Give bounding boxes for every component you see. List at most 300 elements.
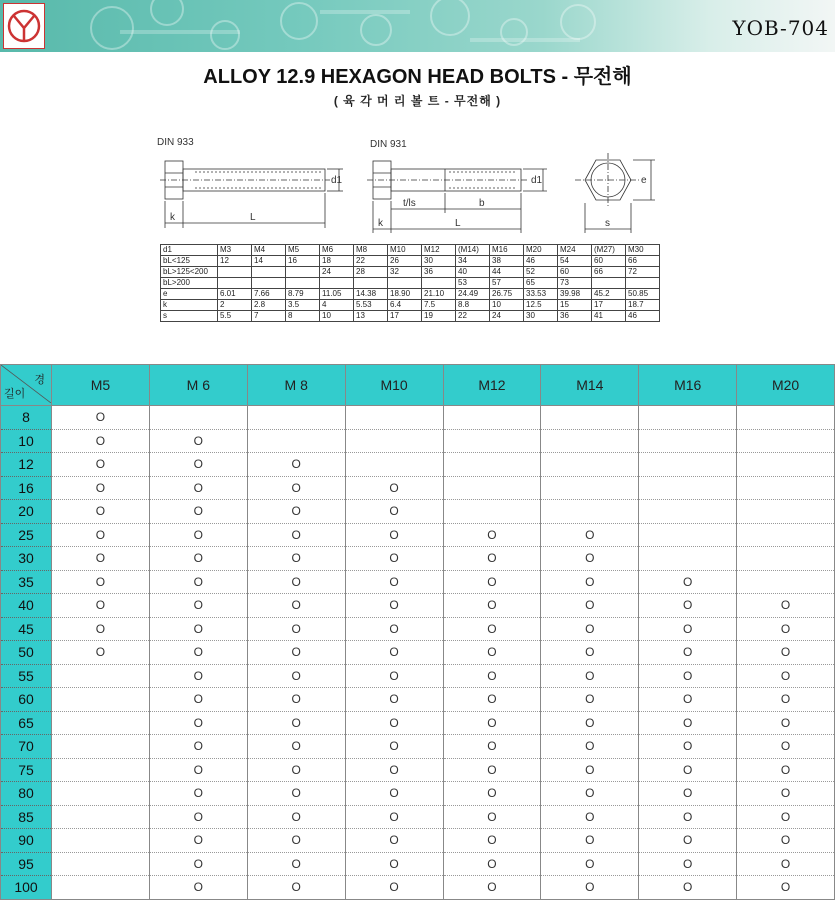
spec-row-label: bL>125<200 <box>161 267 218 278</box>
availability-cell <box>52 735 150 759</box>
availability-cell: O <box>149 758 247 782</box>
bolt-drawing <box>155 133 700 241</box>
availability-cell: O <box>443 852 541 876</box>
availability-cell: O <box>443 570 541 594</box>
spec-row <box>161 300 660 311</box>
availability-cell: O <box>247 688 345 712</box>
availability-cell: O <box>247 711 345 735</box>
table-row <box>1 476 835 500</box>
spec-cell <box>320 278 354 289</box>
spec-cell: 33.53 <box>524 289 558 300</box>
length-cell: 45 <box>1 617 52 641</box>
availability-cell: O <box>345 711 443 735</box>
availability-cell <box>149 406 247 430</box>
dim-b-931: b <box>479 198 485 209</box>
availability-cell: O <box>443 617 541 641</box>
availability-cell: O <box>443 876 541 900</box>
spec-cell: 73 <box>558 278 592 289</box>
document-code: YOB-704 <box>732 16 829 40</box>
spec-cell: 14 <box>252 256 286 267</box>
spec-cell: 16 <box>286 256 320 267</box>
spec-size-header: M4 <box>252 245 286 256</box>
availability-cell: O <box>443 829 541 853</box>
availability-cell: O <box>443 711 541 735</box>
size-header: M10 <box>345 365 443 406</box>
spec-cell: 39.98 <box>558 289 592 300</box>
table-row <box>1 876 835 900</box>
spec-cell: 66 <box>592 267 626 278</box>
availability-cell <box>52 829 150 853</box>
availability-cell: O <box>541 782 639 806</box>
spec-header-row <box>161 245 660 256</box>
availability-cell: O <box>639 617 737 641</box>
availability-cell: O <box>247 829 345 853</box>
availability-cell <box>52 688 150 712</box>
spec-cell: 6.01 <box>218 289 252 300</box>
spec-cell: 72 <box>626 267 660 278</box>
spec-cell: 8 <box>286 311 320 322</box>
availability-cell <box>345 429 443 453</box>
table-row <box>1 641 835 665</box>
availability-cell: O <box>443 735 541 759</box>
availability-cell: O <box>247 594 345 618</box>
availability-cell: O <box>247 735 345 759</box>
availability-cell: O <box>149 829 247 853</box>
length-cell: 80 <box>1 782 52 806</box>
dim-e: e <box>641 175 647 186</box>
availability-cell: O <box>639 852 737 876</box>
spec-size-header: (M14) <box>456 245 490 256</box>
spec-cell <box>252 278 286 289</box>
length-cell: 90 <box>1 829 52 853</box>
availability-cell: O <box>247 852 345 876</box>
size-header: M20 <box>737 365 835 406</box>
spec-cell: 2 <box>218 300 252 311</box>
availability-cell: O <box>541 523 639 547</box>
availability-cell: O <box>737 876 835 900</box>
availability-cell: O <box>443 641 541 665</box>
spec-cell: 36 <box>558 311 592 322</box>
table-row <box>1 523 835 547</box>
availability-cell: O <box>639 570 737 594</box>
availability-cell <box>639 453 737 477</box>
table-row <box>1 711 835 735</box>
spec-cell: 14.38 <box>354 289 388 300</box>
spec-row-label: s <box>161 311 218 322</box>
availability-cell: O <box>247 570 345 594</box>
availability-cell <box>541 429 639 453</box>
availability-cell <box>443 429 541 453</box>
availability-cell: O <box>345 852 443 876</box>
spec-cell: 7.5 <box>422 300 456 311</box>
dim-d1-933: d1 <box>331 175 343 186</box>
spec-cell: 53 <box>456 278 490 289</box>
length-cell: 85 <box>1 805 52 829</box>
spec-cell: 26 <box>388 256 422 267</box>
availability-cell: O <box>52 476 150 500</box>
spec-cell: 50.85 <box>626 289 660 300</box>
availability-cell: O <box>345 617 443 641</box>
availability-cell: O <box>541 641 639 665</box>
availability-cell <box>639 406 737 430</box>
availability-cell: O <box>149 805 247 829</box>
availability-cell: O <box>737 641 835 665</box>
availability-cell: O <box>541 829 639 853</box>
dim-tl-931: t/ls <box>403 198 416 209</box>
availability-cell: O <box>443 782 541 806</box>
spec-cell <box>388 278 422 289</box>
spec-cell: 13 <box>354 311 388 322</box>
availability-cell: O <box>149 664 247 688</box>
availability-cell: O <box>247 664 345 688</box>
availability-cell: O <box>247 782 345 806</box>
availability-cell <box>52 782 150 806</box>
spec-cell: 5.53 <box>354 300 388 311</box>
spec-row <box>161 278 660 289</box>
availability-cell <box>639 500 737 524</box>
spec-cell: 30 <box>524 311 558 322</box>
availability-cell: O <box>247 523 345 547</box>
spec-cell <box>354 278 388 289</box>
spec-size-header: M20 <box>524 245 558 256</box>
spec-cell: 54 <box>558 256 592 267</box>
spec-cell: 19 <box>422 311 456 322</box>
availability-cell: O <box>149 500 247 524</box>
spec-cell: 34 <box>456 256 490 267</box>
availability-cell: O <box>443 664 541 688</box>
availability-cell: O <box>52 429 150 453</box>
spec-cell <box>218 267 252 278</box>
availability-cell: O <box>149 735 247 759</box>
length-cell: 95 <box>1 852 52 876</box>
spec-cell: 6.4 <box>388 300 422 311</box>
availability-cell: O <box>639 805 737 829</box>
length-cell: 8 <box>1 406 52 430</box>
table-row <box>1 570 835 594</box>
availability-cell: O <box>52 500 150 524</box>
availability-cell: O <box>149 852 247 876</box>
table-row <box>1 547 835 571</box>
spec-cell: 26.75 <box>490 289 524 300</box>
availability-cell: O <box>52 523 150 547</box>
availability-cell: O <box>443 758 541 782</box>
availability-cell: O <box>149 688 247 712</box>
table-row <box>1 406 835 430</box>
availability-cell: O <box>345 594 443 618</box>
spec-cell: 22 <box>354 256 388 267</box>
table-row <box>1 805 835 829</box>
length-cell: 40 <box>1 594 52 618</box>
size-header: M12 <box>443 365 541 406</box>
availability-cell: O <box>149 570 247 594</box>
availability-cell: O <box>443 523 541 547</box>
availability-cell: O <box>52 617 150 641</box>
availability-cell: O <box>737 782 835 806</box>
availability-cell: O <box>737 852 835 876</box>
availability-cell <box>737 453 835 477</box>
availability-cell <box>345 406 443 430</box>
length-cell: 60 <box>1 688 52 712</box>
availability-cell: O <box>737 829 835 853</box>
availability-cell: O <box>345 664 443 688</box>
length-cell: 65 <box>1 711 52 735</box>
availability-cell: O <box>541 547 639 571</box>
spec-cell <box>592 278 626 289</box>
table-row <box>1 453 835 477</box>
length-cell: 75 <box>1 758 52 782</box>
availability-cell <box>737 406 835 430</box>
availability-cell <box>443 406 541 430</box>
length-cell: 30 <box>1 547 52 571</box>
availability-cell: O <box>639 664 737 688</box>
page-title: ALLOY 12.9 HEXAGON HEAD BOLTS - 무전해 <box>203 66 632 88</box>
availability-cell: O <box>639 782 737 806</box>
size-header: M5 <box>52 365 150 406</box>
availability-cell: O <box>247 453 345 477</box>
availability-cell <box>52 664 150 688</box>
availability-cell: O <box>737 688 835 712</box>
spec-size-header: M8 <box>354 245 388 256</box>
spec-cell: 10 <box>320 311 354 322</box>
spec-cell <box>252 267 286 278</box>
spec-cell: 36 <box>422 267 456 278</box>
table-corner-header <box>1 365 52 406</box>
spec-cell: 40 <box>456 267 490 278</box>
availability-cell: O <box>541 711 639 735</box>
availability-cell <box>247 429 345 453</box>
spec-cell: 60 <box>592 256 626 267</box>
availability-cell: O <box>541 664 639 688</box>
availability-cell <box>639 476 737 500</box>
availability-cell: O <box>541 852 639 876</box>
spec-cell: 22 <box>456 311 490 322</box>
availability-cell: O <box>639 735 737 759</box>
company-logo <box>3 3 45 49</box>
dim-l-933: L <box>250 212 256 223</box>
availability-cell: O <box>541 876 639 900</box>
size-header: M 8 <box>247 365 345 406</box>
length-cell: 25 <box>1 523 52 547</box>
table-row <box>1 500 835 524</box>
spec-cell: 46 <box>524 256 558 267</box>
spec-cell <box>218 278 252 289</box>
spec-cell: 17 <box>388 311 422 322</box>
spec-cell: 12 <box>218 256 252 267</box>
spec-cell: 17 <box>592 300 626 311</box>
spec-cell: 3.5 <box>286 300 320 311</box>
table-row <box>1 429 835 453</box>
availability-cell: O <box>737 735 835 759</box>
table-row <box>1 617 835 641</box>
availability-cell: O <box>149 476 247 500</box>
size-header: M16 <box>639 365 737 406</box>
availability-cell: O <box>639 641 737 665</box>
availability-cell <box>737 429 835 453</box>
spec-cell: 30 <box>422 256 456 267</box>
availability-cell: O <box>149 594 247 618</box>
spec-cell: 15 <box>558 300 592 311</box>
availability-cell: O <box>345 641 443 665</box>
availability-cell: O <box>737 594 835 618</box>
spec-cell: 52 <box>524 267 558 278</box>
spec-row-label: k <box>161 300 218 311</box>
spec-cell: 12.5 <box>524 300 558 311</box>
availability-cell: O <box>541 805 639 829</box>
spec-row <box>161 256 660 267</box>
availability-cell <box>52 711 150 735</box>
availability-cell: O <box>737 617 835 641</box>
spec-row-label: bL<125 <box>161 256 218 267</box>
spec-size-header: M10 <box>388 245 422 256</box>
availability-cell: O <box>345 547 443 571</box>
availability-cell: O <box>52 570 150 594</box>
availability-cell: O <box>149 547 247 571</box>
length-cell: 16 <box>1 476 52 500</box>
spec-cell: 44 <box>490 267 524 278</box>
availability-cell: O <box>149 782 247 806</box>
spec-cell: 46 <box>626 311 660 322</box>
availability-cell: O <box>52 641 150 665</box>
availability-cell <box>541 476 639 500</box>
availability-cell <box>52 852 150 876</box>
corner-diameter-label: 경 <box>34 374 45 386</box>
spec-size-header: M30 <box>626 245 660 256</box>
table-row <box>1 829 835 853</box>
availability-cell <box>541 406 639 430</box>
availability-cell <box>737 476 835 500</box>
availability-cell <box>443 453 541 477</box>
availability-cell: O <box>247 500 345 524</box>
spec-header-label: d1 <box>161 245 218 256</box>
availability-cell: O <box>345 805 443 829</box>
dim-s: s <box>605 218 610 229</box>
length-cell: 35 <box>1 570 52 594</box>
size-header: M 6 <box>149 365 247 406</box>
spec-cell: 18.90 <box>388 289 422 300</box>
availability-cell: O <box>639 829 737 853</box>
length-cell: 100 <box>1 876 52 900</box>
availability-cell: O <box>149 711 247 735</box>
din933-label: DIN 933 <box>157 137 194 148</box>
availability-cell: O <box>541 570 639 594</box>
availability-cell: O <box>247 547 345 571</box>
spec-cell: 60 <box>558 267 592 278</box>
length-cell: 55 <box>1 664 52 688</box>
availability-cell: O <box>541 758 639 782</box>
length-cell: 20 <box>1 500 52 524</box>
availability-cell: O <box>345 758 443 782</box>
length-cell: 12 <box>1 453 52 477</box>
corner-length-label: 길이 <box>4 388 26 400</box>
availability-cell <box>541 453 639 477</box>
page-subtitle: ( 육 각 머 리 볼 트 - 무전해 ) <box>333 94 502 108</box>
availability-cell: O <box>639 876 737 900</box>
availability-cell: O <box>541 617 639 641</box>
availability-cell: O <box>443 594 541 618</box>
availability-cell: O <box>345 782 443 806</box>
spec-cell: 18 <box>320 256 354 267</box>
availability-cell: O <box>737 758 835 782</box>
availability-cell: O <box>639 711 737 735</box>
length-cell: 10 <box>1 429 52 453</box>
availability-cell: O <box>247 758 345 782</box>
spec-cell: 4 <box>320 300 354 311</box>
spec-size-header: (M27) <box>592 245 626 256</box>
spec-cell: 24.49 <box>456 289 490 300</box>
spec-cell: 7.66 <box>252 289 286 300</box>
spec-size-header: M6 <box>320 245 354 256</box>
din931-label: DIN 931 <box>370 139 407 150</box>
availability-cell: O <box>345 688 443 712</box>
availability-cell <box>443 476 541 500</box>
availability-cell: O <box>443 688 541 712</box>
availability-cell: O <box>737 805 835 829</box>
spec-cell: 57 <box>490 278 524 289</box>
availability-cell: O <box>247 476 345 500</box>
table-row <box>1 688 835 712</box>
availability-cell: O <box>52 547 150 571</box>
spec-cell <box>286 267 320 278</box>
availability-cell: O <box>149 429 247 453</box>
spec-cell: 2.8 <box>252 300 286 311</box>
availability-cell <box>737 570 835 594</box>
spec-cell <box>422 278 456 289</box>
spec-size-header: M5 <box>286 245 320 256</box>
spec-cell <box>626 278 660 289</box>
spec-cell: 66 <box>626 256 660 267</box>
availability-cell <box>737 500 835 524</box>
spec-cell: 8.79 <box>286 289 320 300</box>
availability-cell: O <box>443 805 541 829</box>
availability-cell: O <box>52 594 150 618</box>
spec-size-header: M24 <box>558 245 592 256</box>
table-row <box>1 782 835 806</box>
availability-cell: O <box>149 453 247 477</box>
table-row <box>1 852 835 876</box>
spec-table <box>160 244 660 322</box>
table-row <box>1 735 835 759</box>
availability-cell: O <box>345 523 443 547</box>
availability-cell <box>443 500 541 524</box>
dim-d1-931: d1 <box>531 175 543 186</box>
availability-cell: O <box>149 641 247 665</box>
availability-cell <box>639 429 737 453</box>
availability-cell: O <box>345 570 443 594</box>
spec-cell: 11.05 <box>320 289 354 300</box>
spec-cell: 65 <box>524 278 558 289</box>
dim-k-931: k <box>378 218 383 229</box>
spec-cell: 5.5 <box>218 311 252 322</box>
table-row <box>1 594 835 618</box>
spec-row <box>161 267 660 278</box>
availability-cell: O <box>247 617 345 641</box>
spec-cell: 24 <box>490 311 524 322</box>
availability-cell: O <box>345 876 443 900</box>
spec-cell <box>286 278 320 289</box>
availability-cell <box>737 547 835 571</box>
availability-cell: O <box>345 500 443 524</box>
availability-cell: O <box>149 617 247 641</box>
availability-cell: O <box>52 453 150 477</box>
availability-cell: O <box>149 523 247 547</box>
availability-cell: O <box>247 805 345 829</box>
availability-cell: O <box>639 758 737 782</box>
availability-cell <box>345 453 443 477</box>
spec-row <box>161 311 660 322</box>
availability-cell: O <box>52 406 150 430</box>
availability-cell: O <box>541 688 639 712</box>
spec-cell: 24 <box>320 267 354 278</box>
